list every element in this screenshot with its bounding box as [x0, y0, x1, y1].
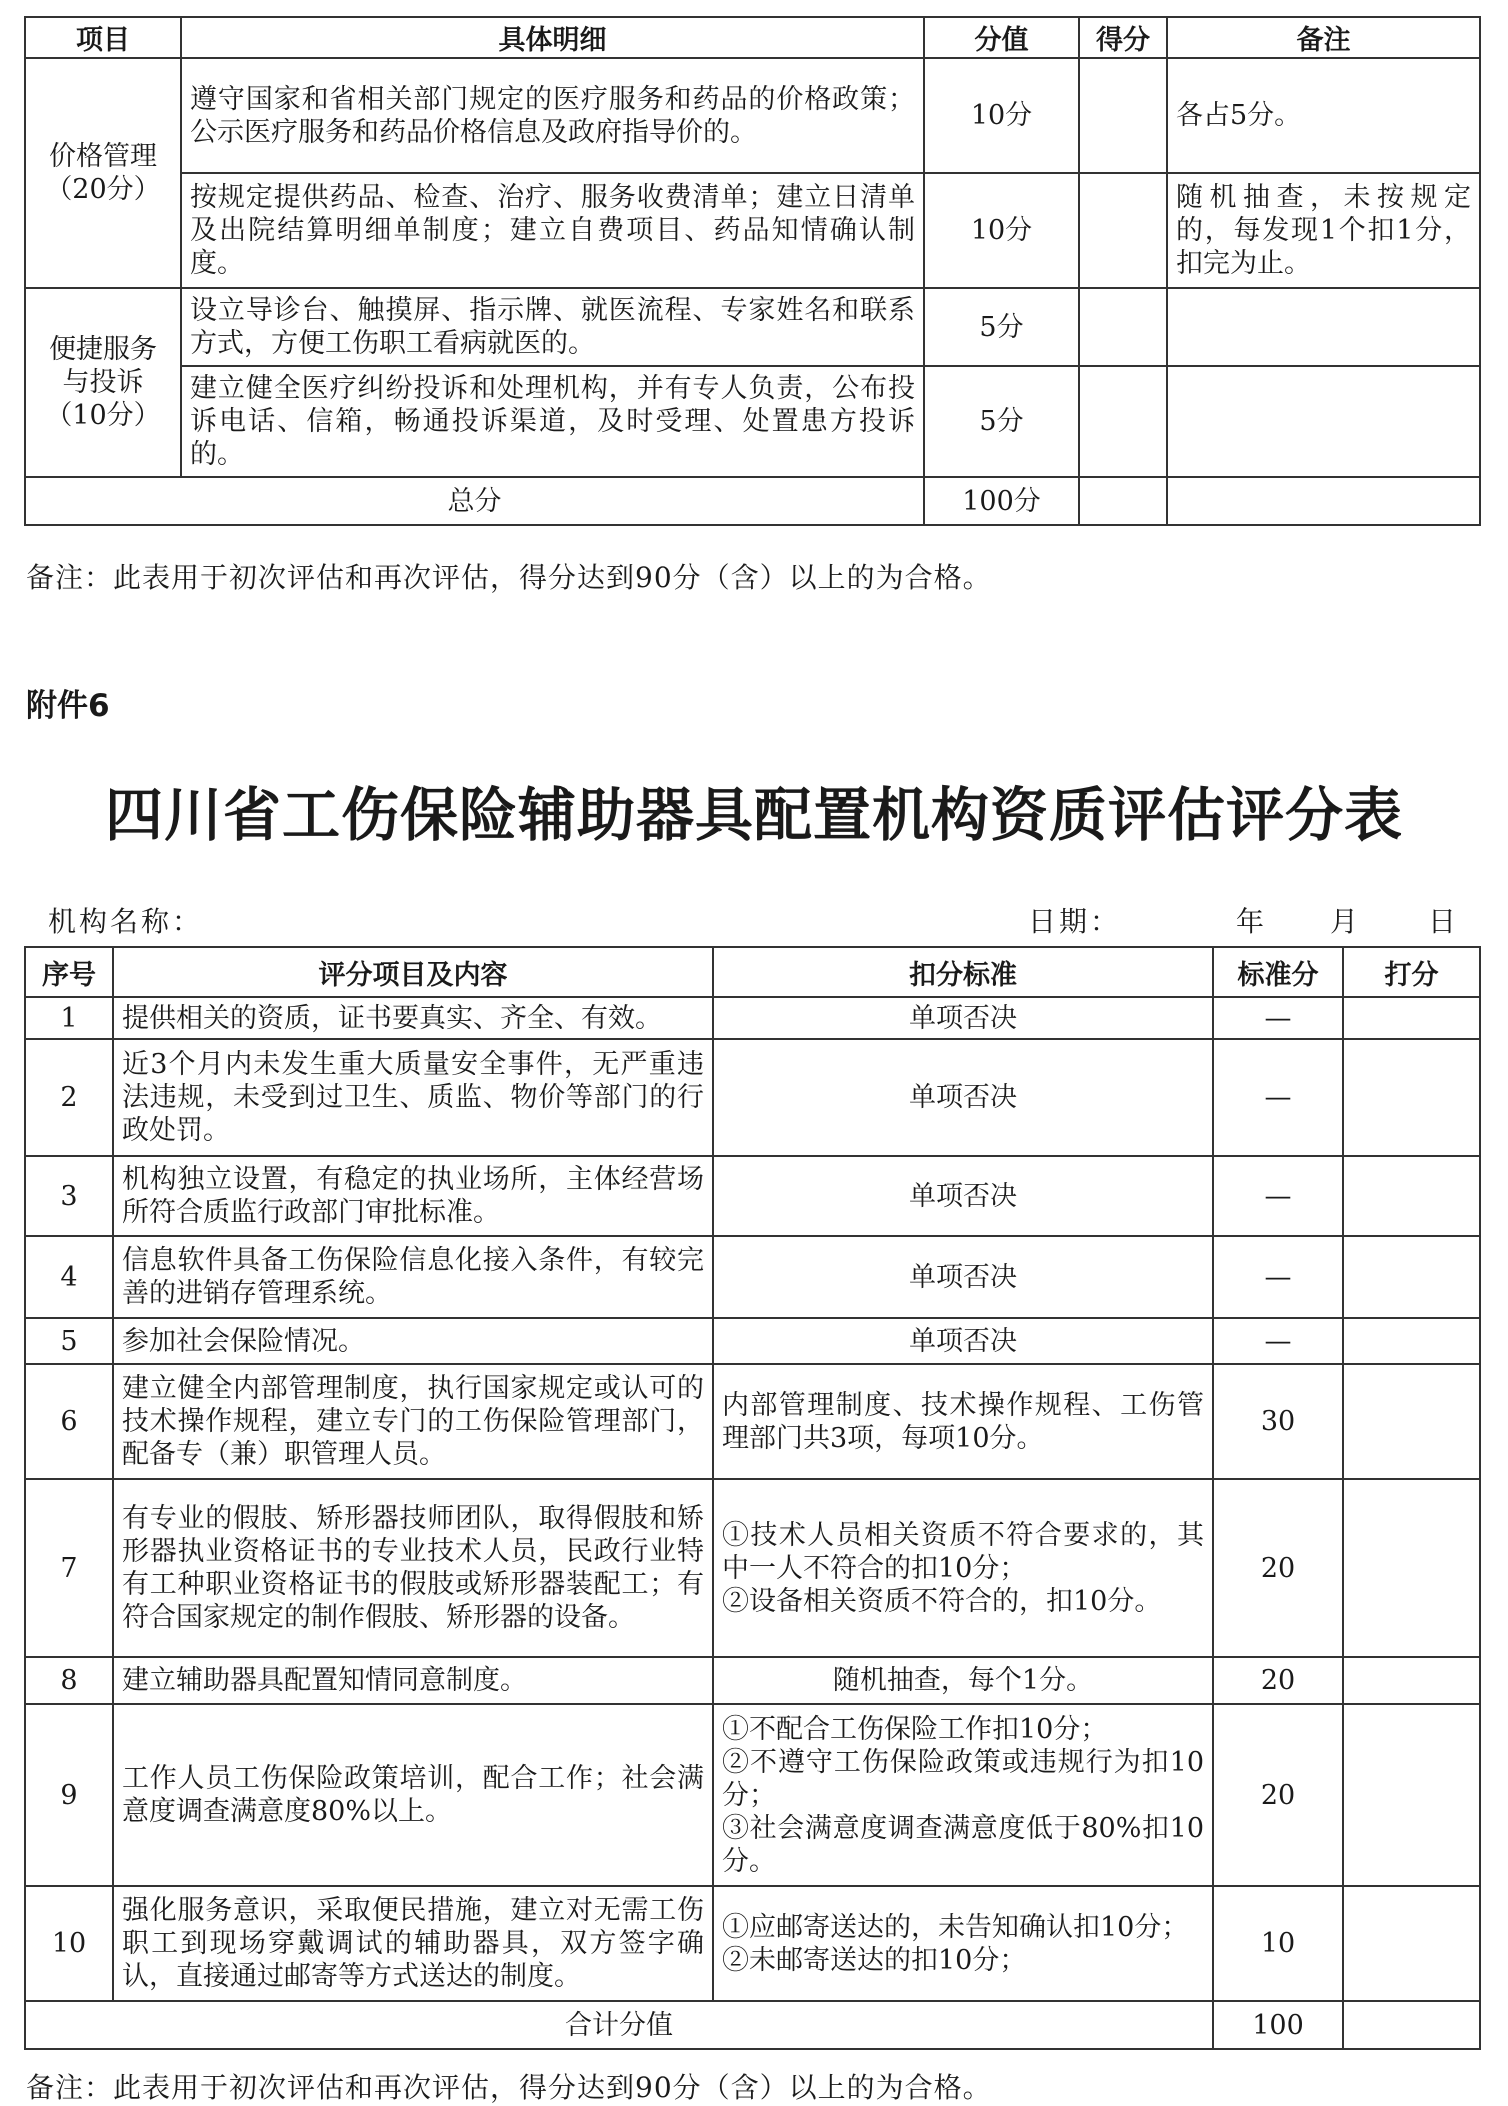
row-content: 参加社会保险情况。: [113, 1318, 713, 1364]
row-points: —: [1213, 1318, 1343, 1364]
price-service-score-table: [24, 16, 1481, 526]
remark-cell: 各占5分。: [1167, 58, 1480, 173]
row-no: 5: [25, 1318, 113, 1364]
category-cell: 价格管理 （20分）: [25, 58, 181, 288]
row-points: 20: [1213, 1479, 1343, 1657]
got-cell[interactable]: [1079, 288, 1167, 366]
row-points: 10: [1213, 1886, 1343, 2001]
row-standard: ①技术人员相关资质不符合要求的，其中一人不符合的扣10分； ②设备相关资质不符合的，扣10分。: [713, 1479, 1213, 1657]
total-got-cell[interactable]: [1079, 477, 1167, 525]
detail-cell: 设立导诊台、触摸屏、指示牌、就医流程、专家姓名和联系方式，方便工伤职工看病就医的。: [181, 288, 924, 366]
header-item: 项目: [25, 17, 181, 58]
row-content: 有专业的假肢、矫形器技师团队，取得假肢和矫形器执业资格证书的专业技术人员，民政行业特有工种职业资格证书的假肢或矫形器装配工；有符合国家规定的制作假肢、矫形器的设备。: [113, 1479, 713, 1657]
table-row: [25, 1364, 1480, 1479]
row-content: 强化服务意识，采取便民措施，建立对无需工伤职工到现场穿戴调试的辅助器具，双方签字确认，直接通过邮寄等方式送达的制度。: [113, 1886, 713, 2001]
row-standard: 单项否决: [713, 1156, 1213, 1236]
score-cell: 10分: [924, 173, 1079, 288]
day-label: 日: [1428, 905, 1457, 938]
date-label: 日期：: [1028, 905, 1122, 938]
month-label: 月: [1330, 905, 1359, 938]
total-label: 总分: [25, 477, 924, 525]
row-content: 机构独立设置，有稳定的执业场所，主体经营场所符合质监行政部门审批标准。: [113, 1156, 713, 1236]
header-no: 序号: [25, 947, 113, 997]
row-standard: 单项否决: [713, 1039, 1213, 1156]
score-cell: 10分: [924, 58, 1079, 173]
table-row: [25, 1886, 1480, 2001]
row-content: 提供相关的资质，证书要真实、齐全、有效。: [113, 997, 713, 1039]
row-no: 2: [25, 1039, 113, 1156]
table-row: [25, 1318, 1480, 1364]
detail-cell: 按规定提供药品、检查、治疗、服务收费清单；建立日清单及出院结算明细单制度；建立自费项目、药品知情确认制度。: [181, 173, 924, 288]
row-no: 6: [25, 1364, 113, 1479]
header-mark: 打分: [1343, 947, 1480, 997]
score-cell: 5分: [924, 366, 1079, 477]
remark-cell: [1167, 288, 1480, 366]
header-content: 评分项目及内容: [113, 947, 713, 997]
row-no: 1: [25, 997, 113, 1039]
table1-note: 备注：此表用于初次评估和再次评估，得分达到90分（含）以上的为合格。: [26, 561, 992, 594]
header-detail: 具体明细: [181, 17, 924, 58]
header-score: 分值: [924, 17, 1079, 58]
table-row: [25, 1479, 1480, 1657]
row-mark[interactable]: [1343, 1364, 1480, 1479]
total-label: 合计分值: [25, 2001, 1213, 2049]
row-mark[interactable]: [1343, 997, 1480, 1039]
total-value: 100: [1213, 2001, 1343, 2049]
table-row: [25, 1156, 1480, 1236]
row-content: 建立健全内部管理制度，执行国家规定或认可的技术操作规程，建立专门的工伤保险管理部门，配备专（兼）职管理人员。: [113, 1364, 713, 1479]
row-no: 7: [25, 1479, 113, 1657]
table-row: [25, 1039, 1480, 1156]
row-content: 近3个月内未发生重大质量安全事件，无严重违法违规，未受到过卫生、质监、物价等部门的行政处罚。: [113, 1039, 713, 1156]
table2-note: 备注：此表用于初次评估和再次评估，得分达到90分（含）以上的为合格。: [26, 2071, 992, 2104]
org-name-label: 机构名称：: [48, 905, 204, 938]
score-cell: 5分: [924, 288, 1079, 366]
assessment-score-table: [24, 946, 1481, 2050]
row-mark[interactable]: [1343, 1704, 1480, 1886]
page-title: 四川省工伤保险辅助器具配置机构资质评估评分表: [104, 781, 1403, 849]
category-cell: 便捷服务 与投诉 （10分）: [25, 288, 181, 477]
row-standard: 单项否决: [713, 1236, 1213, 1318]
info-line: [48, 900, 1457, 938]
year-label: 年: [1236, 905, 1265, 938]
got-cell[interactable]: [1079, 366, 1167, 477]
header-points: 标准分: [1213, 947, 1343, 997]
table-row: [25, 173, 1480, 288]
header-remark: 备注: [1167, 17, 1480, 58]
row-points: 20: [1213, 1657, 1343, 1704]
row-no: 4: [25, 1236, 113, 1318]
row-standard: 随机抽查，每个1分。: [713, 1657, 1213, 1704]
table-row: [25, 1236, 1480, 1318]
total-remark-cell: [1167, 477, 1480, 525]
got-cell[interactable]: [1079, 58, 1167, 173]
table-row: [25, 288, 1480, 366]
row-standard: 单项否决: [713, 997, 1213, 1039]
total-mark-cell[interactable]: [1343, 2001, 1480, 2049]
row-mark[interactable]: [1343, 1236, 1480, 1318]
row-no: 3: [25, 1156, 113, 1236]
row-mark[interactable]: [1343, 1039, 1480, 1156]
row-content: 建立辅助器具配置知情同意制度。: [113, 1657, 713, 1704]
table-row: [25, 997, 1480, 1039]
row-content: 工作人员工伤保险政策培训，配合工作；社会满意度调查满意度80%以上。: [113, 1704, 713, 1886]
row-points: —: [1213, 1039, 1343, 1156]
row-mark[interactable]: [1343, 1657, 1480, 1704]
detail-cell: 遵守国家和省相关部门规定的医疗服务和药品的价格政策；公示医疗服务和药品价格信息及政府指导价的。: [181, 58, 924, 173]
row-no: 9: [25, 1704, 113, 1886]
row-mark[interactable]: [1343, 1156, 1480, 1236]
row-mark[interactable]: [1343, 1318, 1480, 1364]
row-standard: ①不配合工伤保险工作扣10分； ②不遵守工伤保险政策或违规行为扣10分； ③社会满意度调查满意度低于80%扣10分。: [713, 1704, 1213, 1886]
row-points: —: [1213, 997, 1343, 1039]
table-row: [25, 58, 1480, 173]
header-got: 得分: [1079, 17, 1167, 58]
header-standard: 扣分标准: [713, 947, 1213, 997]
row-mark[interactable]: [1343, 1479, 1480, 1657]
row-no: 8: [25, 1657, 113, 1704]
row-standard: ①应邮寄送达的，未告知确认扣10分； ②未邮寄送达的扣10分；: [713, 1886, 1213, 2001]
row-points: —: [1213, 1156, 1343, 1236]
got-cell[interactable]: [1079, 173, 1167, 288]
row-content: 信息软件具备工伤保险信息化接入条件，有较完善的进销存管理系统。: [113, 1236, 713, 1318]
row-standard: 内部管理制度、技术操作规程、工伤管理部门共3项，每项10分。: [713, 1364, 1213, 1479]
table-row: [25, 366, 1480, 477]
detail-cell: 建立健全医疗纠纷投诉和处理机构，并有专人负责，公布投诉电话、信箱，畅通投诉渠道，及时受理、处置患方投诉的。: [181, 366, 924, 477]
total-row: [25, 2001, 1480, 2049]
row-no: 10: [25, 1886, 113, 2001]
table-row: [25, 1704, 1480, 1886]
row-points: 20: [1213, 1704, 1343, 1886]
total-value: 100分: [924, 477, 1079, 525]
row-standard: 单项否决: [713, 1318, 1213, 1364]
table-row: [25, 1657, 1480, 1704]
row-mark[interactable]: [1343, 1886, 1480, 2001]
remark-cell: 随机抽查，未按规定的，每发现1个扣1分，扣完为止。: [1167, 173, 1480, 288]
attachment-label: 附件6: [26, 688, 110, 724]
row-points: 30: [1213, 1364, 1343, 1479]
total-row: [25, 477, 1480, 525]
row-points: —: [1213, 1236, 1343, 1318]
remark-cell: [1167, 366, 1480, 477]
